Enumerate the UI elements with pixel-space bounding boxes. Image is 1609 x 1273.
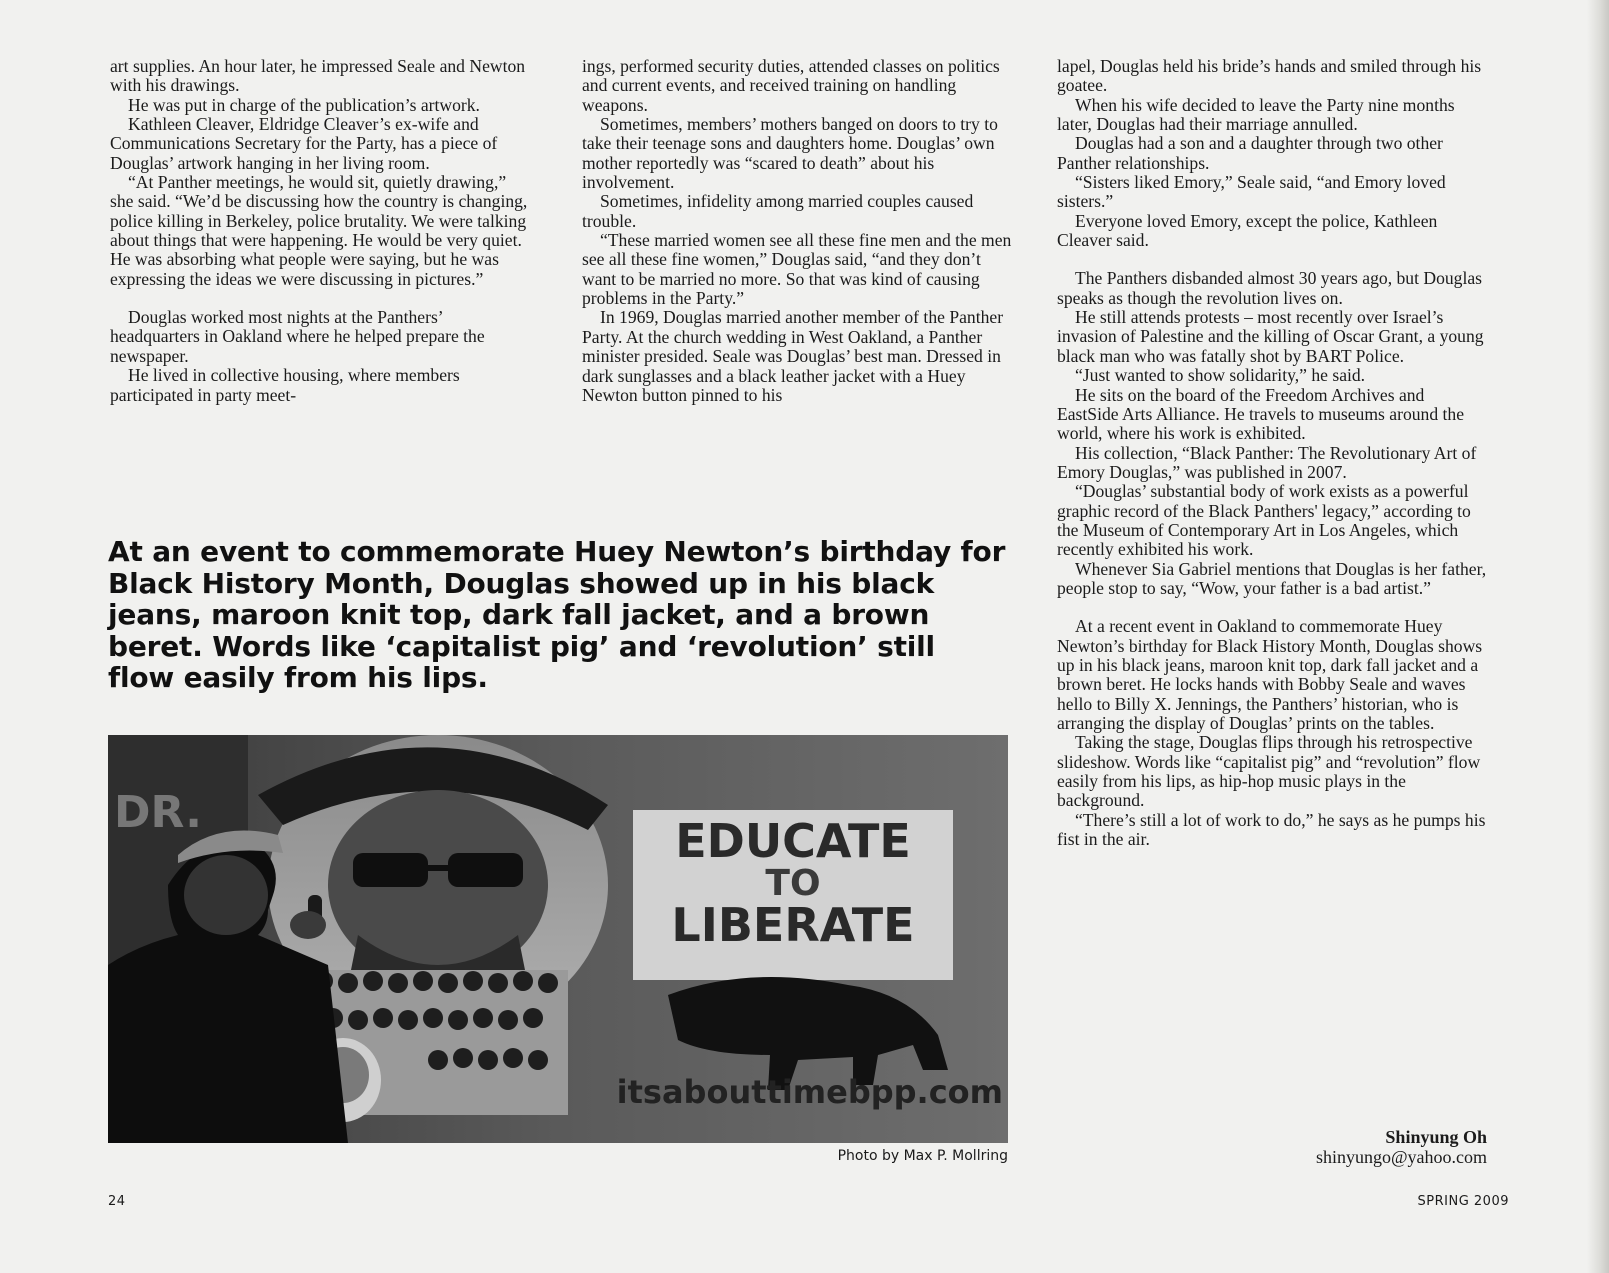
page-number: 24 [108, 1194, 126, 1209]
paragraph: Sometimes, members’ mothers banged on doors to try to take their teenage sons and daughters home. Douglas’ own mother reportedly was “scared to death” about his involvement. [582, 114, 998, 193]
wall-text: DR. [114, 787, 202, 838]
banner-text-to: TO [765, 863, 821, 904]
pull-quote: At an event to commemorate Huey Newton’s birthday for Black History Month, Douglas showed up in his black jeans, maroon knit top, dark fall jacket, and a brown beret. Words like ‘capitalist pig’ and ‘revolution’ still flow easily from his lips. [108, 535, 1006, 694]
paragraph: “These married women see all these fine men and the men see all these fine women,” Douglas said, “and they don’t want to be married no more. So that was kind of causing problems in the Party.” [582, 230, 1012, 309]
paragraph: When his wife decided to leave the Party nine months later, Douglas had their marriage annulled. [1057, 94, 1455, 135]
paragraph: He still attends protests – most recently over Israel’s invasion of Palestine and the killing of Oscar Grant, a young black man who was fatally shot by BART Police. [1057, 307, 1484, 366]
paragraph: Whenever Sia Gabriel mentions that Douglas is her father, people stop to say, “Wow, your father is a bad artist.” [1057, 558, 1487, 598]
photo-credit: Photo by Max P. Mollring [837, 1148, 1008, 1164]
article-column-3 [1057, 57, 1487, 849]
banner-text-liberate: LIBERATE [671, 898, 915, 952]
article-column-1 [110, 57, 530, 405]
photo-illustration [108, 735, 1008, 1143]
paragraph: He lived in collective housing, where members participated in party meet- [110, 365, 460, 405]
banner-text-educate: EDUCATE [675, 814, 911, 868]
issue-label: SPRING 2009 [1417, 1194, 1509, 1209]
paragraph: Taking the stage, Douglas flips through his retrospective slideshow. Words like “capitalist pig” and “revolution” flow easily from his lips, as hip-hop music plays in the background. [1057, 732, 1481, 811]
paragraph: “There’s still a lot of work to do,” he says as he pumps his fist in the air. [1057, 809, 1486, 850]
article-column-2 [582, 57, 1012, 405]
event-photo [108, 735, 1008, 1143]
paragraph: Douglas worked most nights at the Panthers’ headquarters in Oakland where he helped prepare the newspaper. [110, 307, 485, 366]
paragraph: art supplies. An hour later, he impressed Seale and Newton with his drawings. [110, 56, 526, 96]
page-edge-shadow [1587, 0, 1609, 1273]
paragraph: Everyone loved Emory, except the police, Kathleen Cleaver said. [1057, 210, 1438, 251]
paragraph: Kathleen Cleaver, Eldridge Cleaver’s ex-wife and Communications Secretary for the Party, has a piece of Douglas’ artwork hanging in her living room. [110, 114, 498, 173]
paragraph: He was put in charge of the publication’s artwork. [128, 94, 480, 115]
paragraph: The Panthers disbanded almost 30 years ago, but Douglas speaks as though the revolution lives on. [1057, 268, 1483, 308]
paragraph: “Sisters liked Emory,” Seale said, “and Emory loved sisters.” [1057, 172, 1446, 212]
paragraph: Sometimes, infidelity among married couples caused trouble. [582, 191, 974, 231]
url-text: itsabouttimebpp.com [616, 1073, 1003, 1111]
paragraph: He sits on the board of the Freedom Archives and EastSide Arts Alliance. He travels to museums around the world, where his work is exhibited. [1057, 384, 1465, 444]
paragraph: “Douglas’ substantial body of work exists as a powerful graphic record of the Black Panthers' legacy,” according to the Museum of Contemporary Art in Los Angeles, which recently exhibited his work. [1057, 481, 1471, 560]
paragraph: “At Panther meetings, he would sit, quietly drawing,” she said. “We’d be discussing how the country is changing, police killing in Berkeley, police brutality. We were talking about things that were happening. He would be very quiet. He was absorbing what people were saying, but he was expressing the ideas we were discussing in pictures.” [110, 172, 528, 289]
paragraph: At a recent event in Oakland to commemorate Huey Newton’s birthday for Black History Month, Douglas shows up in his black jeans, maroon knit top, dark fall jacket and a brown beret. He locks hands with Bobby Seale and waves hello to Billy X. Jennings, the Panthers’ historian, who is arranging the display of Douglas’ prints on the tables. [1057, 616, 1483, 733]
paragraph: In 1969, Douglas married another member of the Panther Party. At the church wedding in West Oakland, a Panther minister presided. Seale was Douglas’ best man. Dressed in dark sunglasses and a black leather jacket with a Huey Newton button pinned to his [582, 307, 1004, 405]
paragraph: lapel, Douglas held his bride’s hands and smiled through his goatee. [1057, 56, 1482, 96]
paragraph: “Just wanted to show solidarity,” he said. [1075, 365, 1366, 386]
paragraph: Douglas had a son and a daughter through two other Panther relationships. [1057, 133, 1443, 173]
author-name: Shinyung Oh [1385, 1127, 1487, 1147]
paragraph: ings, performed security duties, attended classes on politics and current events, and received training on handling weapons. [582, 56, 1000, 115]
author-email: shinyungo@yahoo.com [1315, 1147, 1487, 1167]
paragraph: His collection, “Black Panther: The Revolutionary Art of Emory Douglas,” was published in 2007. [1057, 442, 1477, 482]
